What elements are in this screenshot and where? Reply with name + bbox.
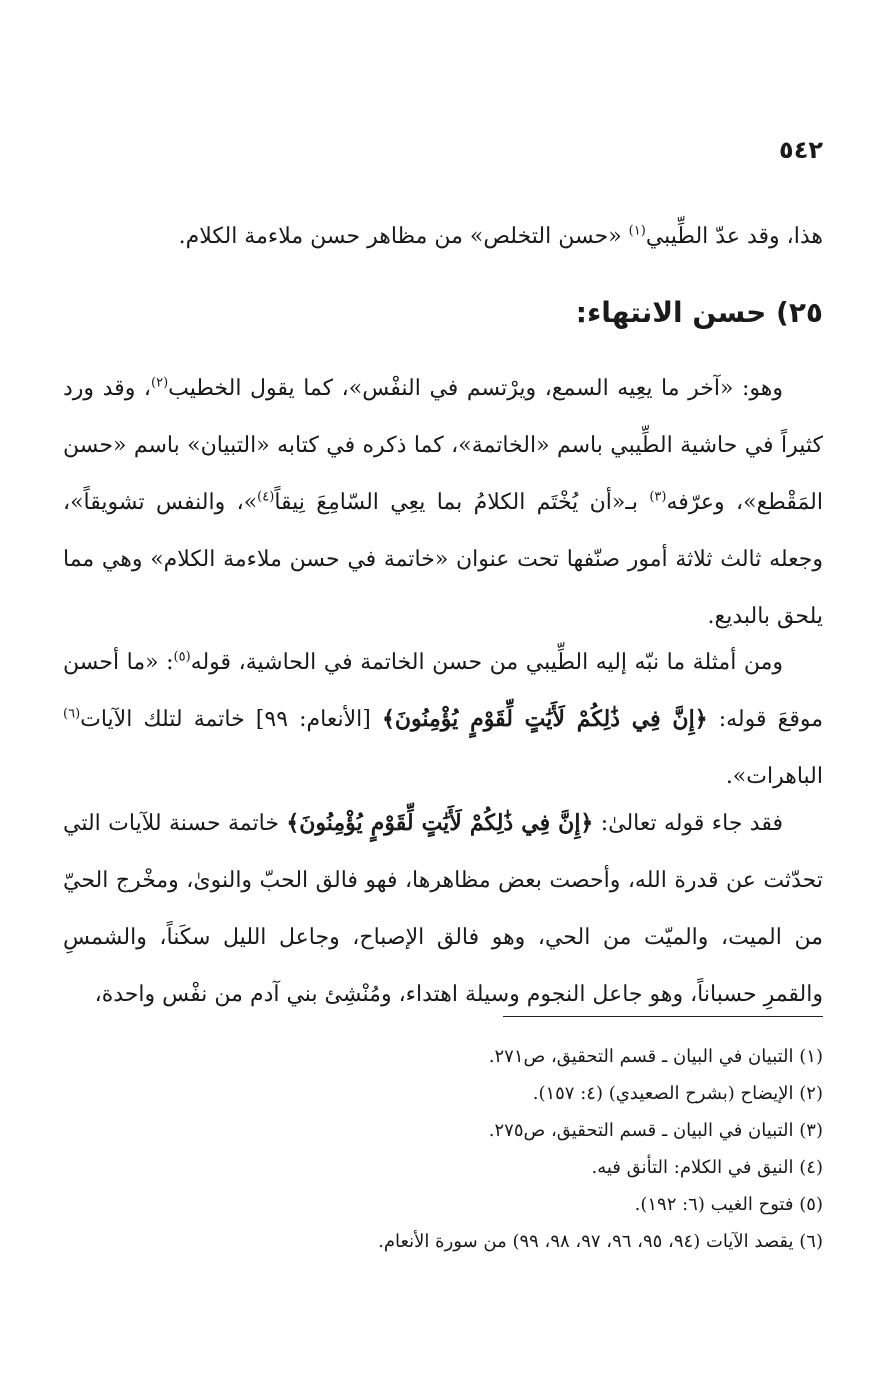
paragraph2-text-3: [الأنعام: ٩٩] خاتمة لتلك الآيات [80,707,382,732]
footnote-ref-6[interactable]: (٦) [63,706,81,722]
paragraph3-text-1: فقد جاء قوله تعالىٰ: [593,811,783,836]
section-heading: ٢٥) حسن الانتهاء: [575,296,823,329]
footnote-1: (١) التبيان في البيان ـ قسم التحقيق، ص٢٧١. [488,1046,823,1067]
paragraph-explanation [63,795,823,1023]
quran-verse: ﴿إِنَّ فِي ذَٰلِكُمْ لَأَيَٰتٍ لِّقَوْمٍ يُؤْمِنُونَ﴾ [286,810,594,836]
paragraph2-text-4: الباهرات». [725,764,823,789]
footnote-ref-5[interactable]: (٥) [173,649,191,665]
paragraph2-text-1: ومن أمثلة ما نبّه إليه الطِّيبي من حسن الخاتمة في الحاشية، قوله [190,650,784,675]
footnote-3: (٣) التبيان في البيان ـ قسم التحقيق، ص٢٧٥. [488,1120,823,1141]
intro-text-1: هذا، وقد عدّ الطِّيبي [645,224,823,249]
paragraph1-text-4: »، والنفس تشويقاً»، وجعله ثالث ثلاثة أمور صنّفها تحت عنوان «خاتمة في حسن ملاءمة الكلام» وهي مما يلحق بالبديع. [63,490,823,629]
paragraph1-text-3: بـ«أن يُخْتَم الكلامُ بما يعِي السّامِعَ نِيقاً [274,490,650,515]
paragraph1-text-1: وهو: «آخر ما يعِيه السمع، ويرْتسم في النفْس»، كما يقول الخطيب [168,376,783,401]
footnote-5: (٥) فتوح الغيب (٦: ١٩٢). [634,1194,823,1215]
quran-verse: ﴿إِنَّ فِي ذَٰلِكُمْ لَأَيَٰتٍ لِّقَوْمٍ يُؤْمِنُونَ﴾ [381,706,708,732]
footnote-divider [503,1016,823,1017]
footnote-4: (٤) النيق في الكلام: التأنق فيه. [591,1157,823,1178]
footnote-ref-4[interactable]: (٤) [257,489,275,505]
footnote-ref-2[interactable]: (٢) [151,375,169,391]
paragraph-definition [63,360,823,645]
footnote-6: (٦) يقصد الآيات (٩٤، ٩٥، ٩٦، ٩٧، ٩٨، ٩٩) من سورة الأنعام. [378,1231,823,1252]
intro-text-2: «حسن التخلص» من مظاهر حسن ملاءمة الكلام. [178,224,629,249]
footnote-ref-3[interactable]: (٣) [649,489,667,505]
footnote-2: (٢) الإيضاح (بشرح الصعيدي) (٤: ١٥٧). [532,1083,823,1104]
paragraph2-text-2: : «ما أحسن موقعَ قوله: [63,650,824,732]
paragraph3-text-2: خاتمة حسنة للآيات التي تحدّثت عن قدرة الله، وأحصت بعض مظاهرها، فهو فالق الحبّ والنوىٰ، ومخْرج الحيّ من الميت، والميّت من الحي، وهو فالق الإصباح، وجاعل الليل سكَناً، والشمسِ والقمرِ حسباناً، وهو جاعل النجوم وسيلة اهتداء، ومُنْشِئ بني آدم من نفْس واحدة، [63,811,823,1007]
page-number: ٥٤٢ [779,136,823,164]
footnote-ref-1[interactable]: (١) [628,223,646,239]
intro-paragraph [63,208,823,265]
paragraph1-text-2: ، وقد ورد كثيراً في حاشية الطِّيبي باسم «الخاتمة»، كما ذكره في كتابه «التبيان» باسم «حسن المَقْطع»، وعرّفه [63,376,823,515]
footnotes-list [63,1038,823,1260]
paragraph-example [63,634,823,805]
